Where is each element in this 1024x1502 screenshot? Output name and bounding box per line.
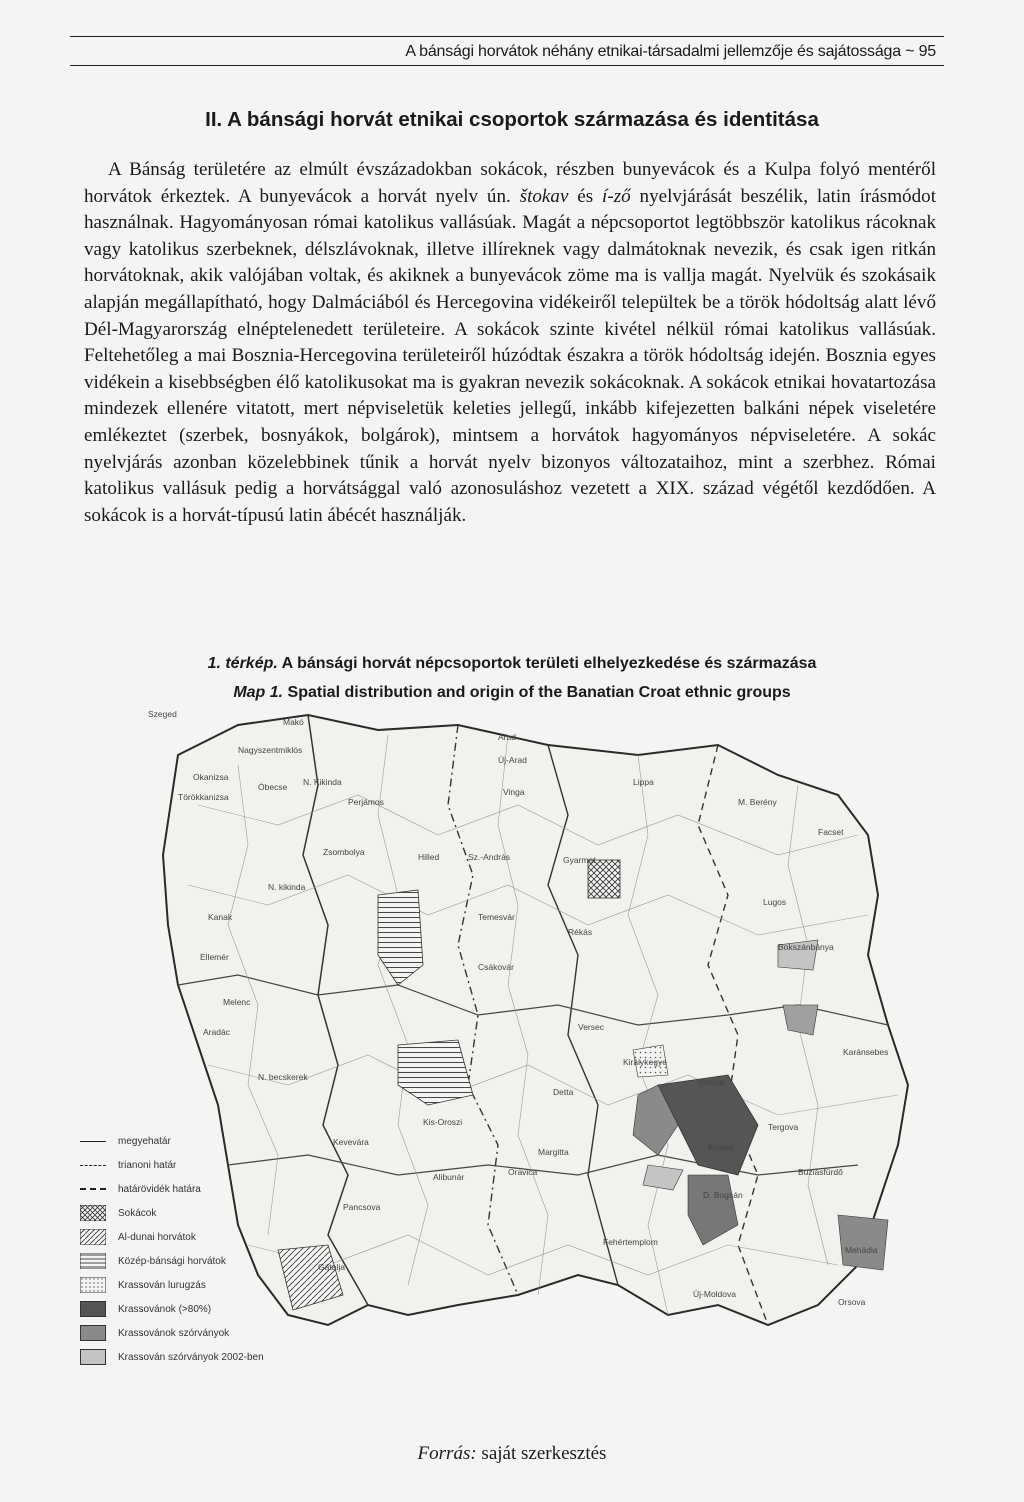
- legend-dark-fill: [80, 1301, 106, 1317]
- legend-label: Krassován lurugzás: [118, 1279, 206, 1291]
- map-caption-hu: [0, 655, 1024, 673]
- legend-label: Al-dunai horvátok: [118, 1231, 196, 1243]
- legend-item-sokac: [80, 1202, 156, 1224]
- label-detta: Detta: [553, 1087, 574, 1097]
- label-rekas: Rékás: [568, 927, 593, 937]
- label-mehadia: Mehádia: [845, 1245, 878, 1255]
- legend-label: Krassovánok szórványok: [118, 1327, 230, 1339]
- body-paragraph: [84, 157, 936, 529]
- legend-label: Sokácok: [118, 1207, 157, 1219]
- label-facset: Facset: [818, 827, 844, 837]
- legend-item-krassovan-dots: [80, 1274, 206, 1296]
- legend-dash-dot-line: [80, 1165, 106, 1166]
- legend-dashed-line: [80, 1188, 106, 1190]
- label-szandras: Sz.-András: [468, 852, 511, 862]
- legend-item-central-croats: [80, 1250, 226, 1272]
- map-caption-en-text: Spatial distribution and origin of the Banatian Croat ethnic groups: [283, 684, 791, 701]
- label-lippa: Lippa: [633, 777, 654, 787]
- label-okanizsa: Okanizsa: [193, 772, 229, 782]
- label-mbereny: M. Berény: [738, 797, 777, 807]
- legend-item-trianon-border: [80, 1154, 176, 1176]
- label-ujmoldova: Új-Moldova: [693, 1289, 736, 1299]
- label-kovin: Kevevára: [333, 1137, 369, 1147]
- legend-light-fill: [80, 1349, 106, 1365]
- region-krassovan-mid-3: [838, 1215, 888, 1270]
- legend-label: Krassován szórványok 2002-ben: [118, 1351, 264, 1363]
- label-kanak: Kanak: [208, 912, 233, 922]
- label-kisoroszi: Kis-Oroszi: [423, 1117, 463, 1127]
- label-krasso: Krassó: [708, 1142, 735, 1152]
- label-tergova: Tergova: [768, 1122, 799, 1132]
- source-text: saját szerkesztés: [476, 1443, 607, 1464]
- paragraph-text-1: A Bánság területére az elmúlt évszázadokban sokácok, részben bunyevácok és a Kulpa folyó mentéről horvátok érkeztek. A bunyevácok a horvát nyelv ún.: [84, 159, 936, 207]
- label-nagyszentmiklos: Nagyszentmiklós: [238, 745, 303, 755]
- legend-crosshatch: [80, 1205, 106, 1221]
- running-head: A bánsági horvátok néhány etnikai-társadalmi jellemzője és sajátossága ~ 95: [70, 36, 944, 66]
- label-csakovar: Csákovár: [478, 962, 514, 972]
- label-bokszanbanya: Bokszánbánya: [778, 942, 834, 952]
- label-ujarad: Új-Arad: [498, 755, 527, 765]
- label-resica: Resica: [698, 1077, 724, 1087]
- map-caption-en: [0, 684, 1024, 702]
- map-source: [0, 1443, 1024, 1465]
- label-melenc: Melenc: [223, 997, 251, 1007]
- label-torokkanizsa: Törökkanizsa: [178, 792, 229, 802]
- legend-label: Krassovánok (>80%): [118, 1303, 212, 1315]
- label-karansebes: Karánsebes: [843, 1047, 889, 1057]
- label-hilled: Hilled: [418, 852, 440, 862]
- label-perjamos: Perjámos: [348, 797, 384, 807]
- label-alibunar: Alibunár: [433, 1172, 465, 1182]
- label-ellemer: Ellemér: [200, 952, 229, 962]
- label-orsova: Orsova: [838, 1297, 866, 1307]
- legend-label: Közép-bánsági horvátok: [118, 1255, 226, 1267]
- section-title: II. A bánsági horvát etnikai csoportok származása és identitása: [205, 108, 819, 131]
- paragraph-text-3: nyelvjárását beszélik, latin írásmódot használnak. Hagyományosan római katolikus vallásúak. Magát a népcsoportot legtöbbször katolikus rácoknak vagy katolikus szerbeknek, délszlávoknak, illetve illíreknek vagy dalmátoknak nevezik, és csak igen ritkán horvátoknak, akik valójában voltak, és akiknek a bunyevácok zöme ma is vallja magát. Nyelvük és szokásaik alapján megállapítható, hogy Dalmáciából és Hercegovina vidékeiről települtek be a török hódoltság alatt lévő Dél-Magyarország elnéptelenedett területeire. A sokácok szinte kivétel nélkül római katolikus vallásúak. Feltehetőleg a mai Bosznia-Hercegovina területeiről húzódtak északra a török hódoltság idején. Bosznia egyes vidékein a kisebbségben élő katolikusokat ma is gyakran nevezik sokácoknak. A sokácok etnikai hovatartozása mindezek ellenére vitatott, mert népviseletük keleties jellegű, inkább kifejezetten balkáni népek viseletére emlékeztet (szerbek, bosnyákok, bolgárok), mintsem a horvátok hagyományos népviseletére. A sokác nyelvjárás azonban közelebbinek tűnik a horvát nyelv bizonyos változataihoz, mint a szerbhez. Római katolikus vallásuk pedig a horvátsággal való azonosuláshoz vezetett a XIX. század végétől kezdődően. A sokácok is a horvát-típusú latin ábécét használják.: [84, 185, 936, 526]
- label-margitta: Margitta: [538, 1147, 569, 1157]
- label-pancsova: Pancsova: [343, 1202, 381, 1212]
- legend-dotted-fill: [80, 1277, 106, 1293]
- region-sokac: [588, 860, 620, 898]
- legend-label: határövidék határa: [118, 1183, 201, 1195]
- label-mako: Makó: [283, 717, 304, 727]
- paragraph-italic-1: štokav: [519, 185, 569, 207]
- label-temesvar: Temesvár: [478, 912, 515, 922]
- legend-diagonal-hatch: [80, 1229, 106, 1245]
- label-dbogsan: D. Bogsán: [703, 1190, 743, 1200]
- map-caption-hu-text: A bánsági horvát népcsoportok területi elhelyezkedése és származása: [277, 655, 817, 672]
- label-versec: Versec: [578, 1022, 604, 1032]
- legend-label: megyehatár: [118, 1135, 171, 1147]
- label-gyarmat: Gyarmat: [563, 855, 596, 865]
- map-caption-en-label: Map 1.: [233, 684, 284, 701]
- label-szeged: Szeged: [148, 709, 177, 719]
- legend-item-county-border: [80, 1130, 171, 1152]
- legend-label: trianoni határ: [118, 1159, 177, 1171]
- label-zsombolya: Zsombolya: [323, 847, 365, 857]
- source-label: Forrás:: [417, 1443, 477, 1464]
- paragraph-text-2: és: [568, 185, 603, 207]
- legend-mid-fill: [80, 1325, 106, 1341]
- label-gataja: Gátalja: [318, 1262, 345, 1272]
- legend-item-krassovan-mid: [80, 1322, 229, 1344]
- legend-item-danube-croats: [80, 1226, 196, 1248]
- label-oravica: Oravica: [508, 1167, 538, 1177]
- label-lugos: Lugos: [763, 897, 787, 907]
- label-kiralykegye: Királykegye: [623, 1057, 667, 1067]
- label-nbecskerek: N. becskerek: [258, 1072, 308, 1082]
- map-caption-hu-label: 1. térkép.: [207, 655, 278, 672]
- label-nkikinda2: N. kikinda: [268, 882, 306, 892]
- label-feherteplom: Fehértemplom: [603, 1237, 658, 1247]
- legend-horizontal-hatch: [80, 1253, 106, 1269]
- label-vinga: Vinga: [503, 787, 525, 797]
- label-buziasfurdo: Buziásfürdő: [798, 1167, 843, 1177]
- legend-item-krassovan-dark: [80, 1298, 211, 1320]
- paragraph-italic-2: í-ző: [602, 185, 631, 207]
- legend-item-krassovan-2002: [80, 1346, 264, 1368]
- legend-solid-line: [80, 1141, 106, 1142]
- label-kikinda: N. Kikinda: [303, 777, 342, 787]
- label-oberia: Óbecse: [258, 782, 288, 792]
- label-aradac: Aradác: [203, 1027, 230, 1037]
- legend-item-military-border: [80, 1178, 201, 1200]
- label-arad: Arad: [498, 732, 516, 742]
